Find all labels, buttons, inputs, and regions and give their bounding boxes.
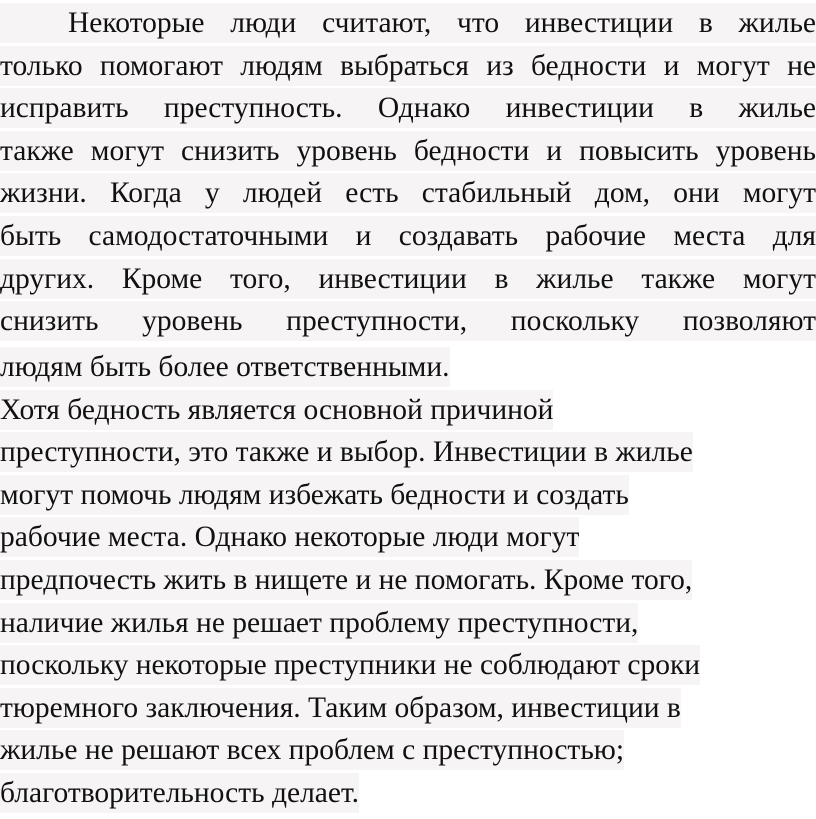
line-text: предпочесть жить в нищете и не помогать. Кроме того,	[0, 560, 692, 600]
paragraph-line	[0, 3, 816, 46]
line-text: тюремного заключения. Таким образом, инвестиции в	[0, 688, 681, 728]
line-text: только помогают людям выбраться из бедности и могут не	[0, 46, 816, 86]
paragraph-line	[0, 46, 816, 89]
paragraph-line	[0, 344, 816, 387]
line-text: поскольку некоторые преступники не соблюдают сроки	[0, 645, 700, 685]
paragraph-line	[0, 557, 816, 600]
line-text: наличие жилья не решает проблему преступности,	[0, 603, 638, 643]
paragraph-line	[0, 386, 816, 429]
line-text: преступности, это также и выбор. Инвестиции в жилье	[0, 432, 693, 472]
paragraph-line	[0, 88, 816, 131]
paragraph-2	[0, 386, 816, 812]
line-text: могут помочь людям избежать бедности и создать	[0, 475, 629, 515]
paragraph-line	[0, 429, 816, 472]
line-text: снизить уровень преступности, поскольку позволяют	[0, 301, 816, 341]
line-text: Некоторые люди считают, что инвестиции в жилье	[0, 3, 816, 43]
line-text: также могут снизить уровень бедности и повысить уровень	[0, 131, 816, 171]
line-text: рабочие места. Однако некоторые люди могут	[0, 517, 579, 557]
line-text: Хотя бедность является основной причиной	[0, 390, 553, 430]
paragraph-line	[0, 770, 816, 813]
line-text: исправить преступность. Однако инвестиции в жилье	[0, 88, 816, 128]
line-text: быть самодостаточными и создавать рабочие места для	[0, 216, 816, 256]
paragraph-1	[0, 3, 816, 386]
paragraph-line	[0, 131, 816, 174]
paragraph-line	[0, 685, 816, 728]
paragraph-line	[0, 514, 816, 557]
paragraph-line	[0, 472, 816, 515]
paragraph-line	[0, 642, 816, 685]
paragraph-line	[0, 259, 816, 302]
paragraph-line	[0, 301, 816, 344]
line-text: благотворительность делает.	[0, 773, 359, 813]
paragraph-line	[0, 599, 816, 642]
paragraph-line	[0, 173, 816, 216]
paragraph-line	[0, 727, 816, 770]
line-text: людям быть более ответственными.	[0, 347, 450, 387]
line-text: жизни. Когда у людей есть стабильный дом, они могут	[0, 173, 816, 213]
paragraph-line	[0, 216, 816, 259]
line-text: жилье не решают всех проблем с преступностью;	[0, 730, 624, 770]
line-text: других. Кроме того, инвестиции в жилье также могут	[0, 259, 816, 299]
